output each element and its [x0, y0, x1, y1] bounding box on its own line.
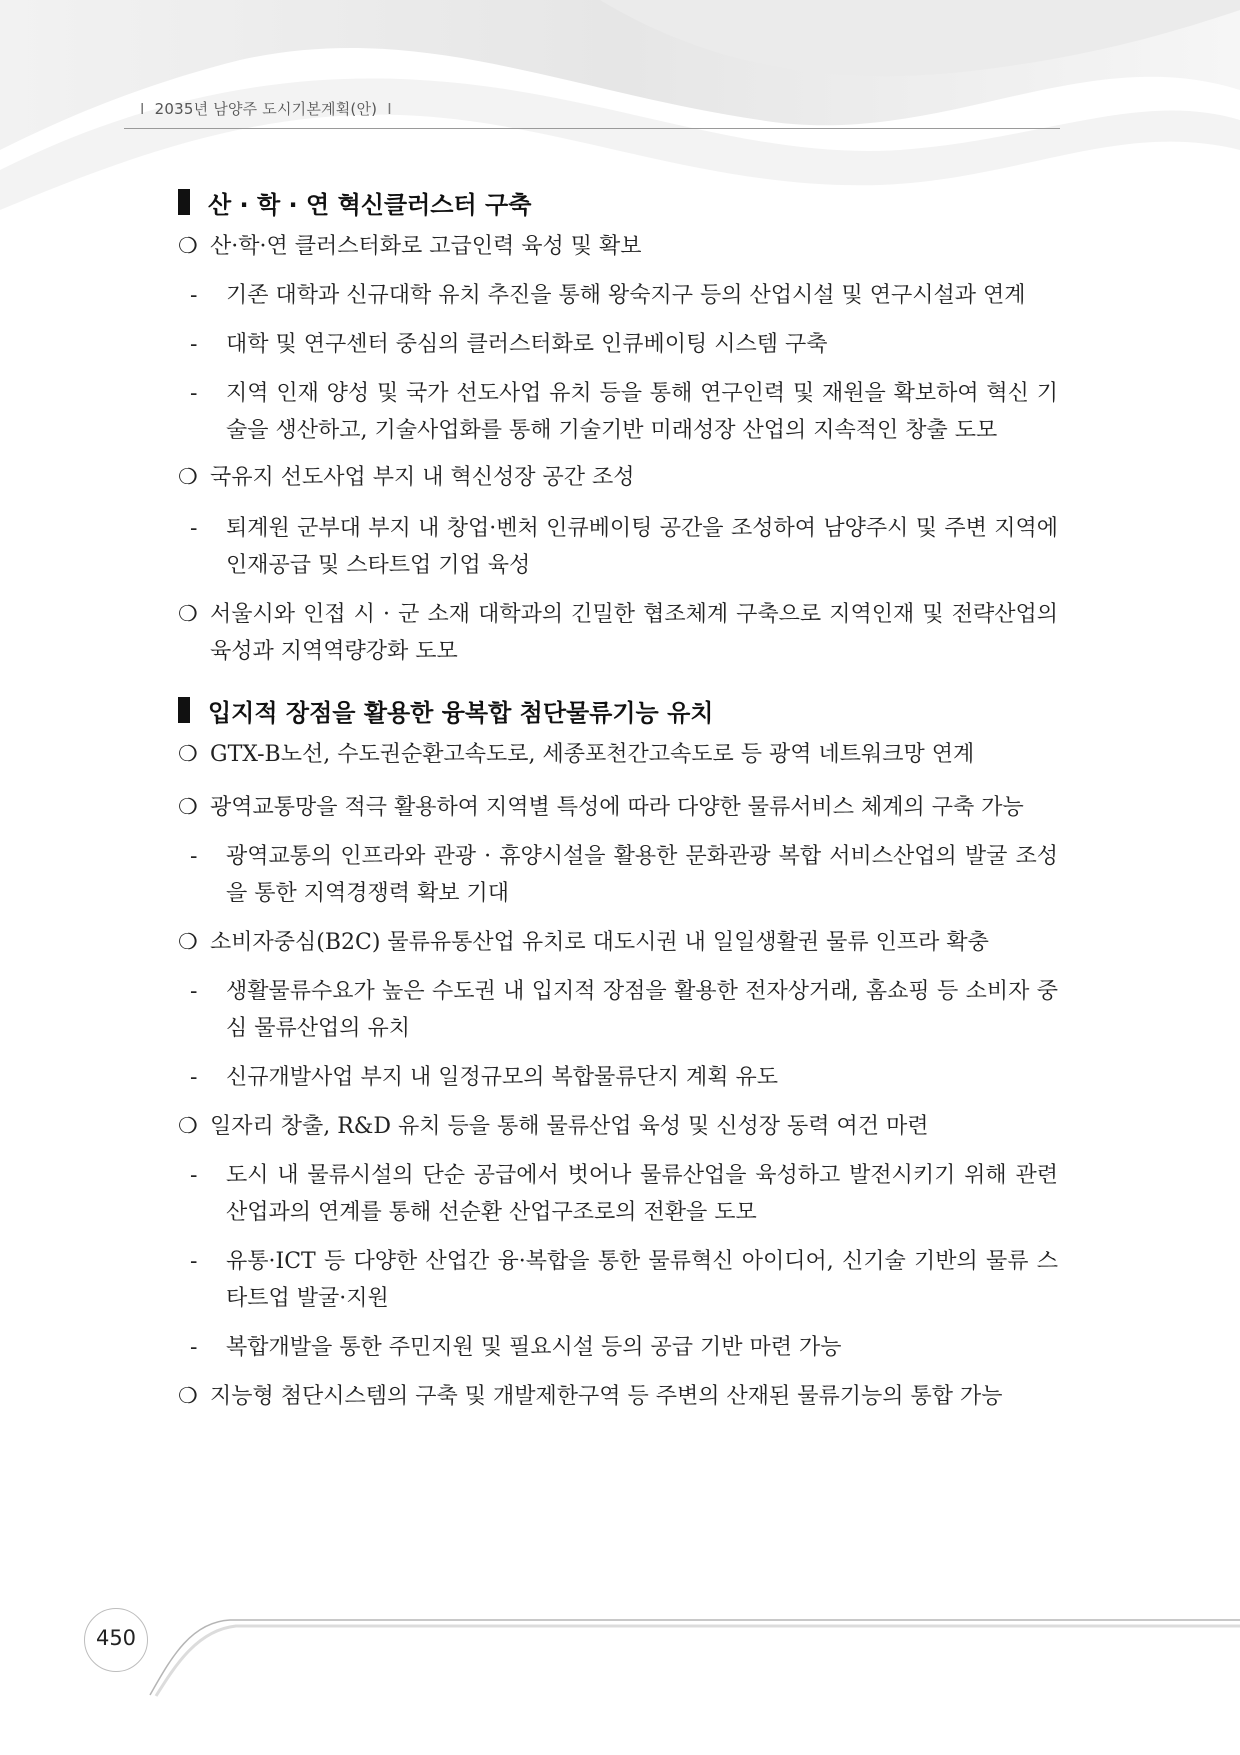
bullet-item	[178, 228, 1058, 265]
dash-item	[190, 1243, 1058, 1317]
bullet-item	[178, 736, 1058, 773]
page-number: 450	[95, 1626, 137, 1650]
bullet-text: 서울시와 인접 시 · 군 소재 대학과의 긴밀한 협조체계 구축으로 지역인재 및 전략산업의 육성과 지역역량강화 도모	[210, 602, 1058, 664]
dash-item	[190, 1329, 1058, 1366]
dash-text: 광역교통의 인프라와 관광 · 휴양시설을 활용한 문화관광 복합 서비스산업의 발굴 조성을 통한 지역경쟁력 확보 기대	[226, 844, 1058, 906]
dash-text: 지역 인재 양성 및 국가 선도사업 유치 등을 통해 연구인력 및 재원을 확보하여 혁신 기술을 생산하고, 기술사업화를 통해 기술기반 미래성장 산업의 지속적인 창출 도모	[226, 381, 1058, 443]
circle-bullet-icon: ❍	[178, 930, 198, 955]
circle-bullet-icon: ❍	[178, 234, 198, 259]
dash-mark: -	[190, 516, 198, 541]
dash-mark: -	[190, 1335, 198, 1360]
dash-text: 복합개발을 통한 주민지원 및 필요시설 등의 공급 기반 마련 가능	[226, 1335, 842, 1360]
section	[178, 688, 1058, 1415]
circle-bullet-icon: ❍	[178, 795, 198, 820]
square-bullet-icon	[178, 697, 190, 723]
bullet-item	[178, 459, 1058, 496]
dash-mark: -	[190, 979, 198, 1004]
circle-bullet-icon: ❍	[178, 742, 198, 767]
square-bullet-icon	[178, 189, 190, 215]
dash-text: 신규개발사업 부지 내 일정규모의 복합물류단지 계획 유도	[226, 1065, 779, 1090]
circle-bullet-icon: ❍	[178, 602, 198, 627]
bullet-text: 산·학·연 클러스터화로 고급인력 육성 및 확보	[210, 234, 642, 259]
dash-item	[190, 1157, 1058, 1231]
header-bar-right: I	[387, 100, 392, 118]
dash-text: 대학 및 연구센터 중심의 클러스터화로 인큐베이팅 시스템 구축	[226, 332, 828, 357]
bullet-text: GTX-B노선, 수도권순환고속도로, 세종포천간고속도로 등 광역 네트워크망 연계	[210, 742, 975, 767]
bullet-text: 일자리 창출, R&D 유치 등을 통해 물류산업 육성 및 신성장 동력 여건 마련	[210, 1114, 929, 1139]
dash-text: 유통·ICT 등 다양한 산업간 융·복합을 통한 물류혁신 아이디어, 신기술 기반의 물류 스타트업 발굴·지원	[226, 1249, 1058, 1311]
header-title: 2035년 남양주 도시기본계획(안)	[154, 100, 378, 118]
dash-mark: -	[190, 1249, 198, 1274]
section-title	[178, 180, 1058, 224]
bullet-text: 광역교통망을 적극 활용하여 지역별 특성에 따라 다양한 물류서비스 체계의 구축 가능	[210, 795, 1024, 820]
dash-mark: -	[190, 283, 198, 308]
circle-bullet-icon: ❍	[178, 1384, 198, 1409]
dash-item	[190, 973, 1058, 1047]
dash-text: 기존 대학과 신규대학 유치 추진을 통해 왕숙지구 등의 산업시설 및 연구시설과 연계	[226, 283, 1026, 308]
section	[178, 180, 1058, 670]
dash-mark: -	[190, 1163, 198, 1188]
bullet-item	[178, 1378, 1058, 1415]
dash-mark: -	[190, 844, 198, 869]
section-title-text: 입지적 장점을 활용한 융복합 첨단물류기능 유치	[208, 698, 714, 727]
bullet-item	[178, 924, 1058, 961]
dash-text: 생활물류수요가 높은 수도권 내 입지적 장점을 활용한 전자상거래, 홈쇼핑 등 소비자 중심 물류산업의 유치	[226, 979, 1058, 1041]
footer-swoosh	[120, 1600, 1240, 1700]
dash-item	[190, 510, 1058, 584]
dash-mark: -	[190, 381, 198, 406]
section-title-text: 산 · 학 · 연 혁신클러스터 구축	[208, 190, 532, 219]
main-content	[178, 180, 1058, 1415]
dash-item	[190, 375, 1058, 449]
dash-mark: -	[190, 332, 198, 357]
dash-item	[190, 1059, 1058, 1096]
circle-bullet-icon: ❍	[178, 1114, 198, 1139]
bullet-item	[178, 789, 1058, 826]
dash-text: 도시 내 물류시설의 단순 공급에서 벗어나 물류산업을 육성하고 발전시키기 위해 관련 산업과의 연계를 통해 선순환 산업구조로의 전환을 도모	[226, 1163, 1058, 1225]
bullet-text: 지능형 첨단시스템의 구축 및 개발제한구역 등 주변의 산재된 물류기능의 통합 가능	[210, 1384, 1003, 1409]
header-bar-left: I	[140, 100, 145, 118]
header-rule	[124, 128, 1060, 129]
bullet-item	[178, 596, 1058, 670]
bullet-text: 국유지 선도사업 부지 내 혁신성장 공간 조성	[210, 465, 635, 490]
section-title	[178, 688, 1058, 732]
bullet-text: 소비자중심(B2C) 물류유통산업 유치로 대도시권 내 일일생활권 물류 인프라 확충	[210, 930, 989, 955]
dash-item	[190, 277, 1058, 314]
circle-bullet-icon: ❍	[178, 465, 198, 490]
dash-text: 퇴계원 군부대 부지 내 창업·벤처 인큐베이팅 공간을 조성하여 남양주시 및 주변 지역에 인재공급 및 스타트업 기업 육성	[226, 516, 1058, 578]
running-header	[130, 98, 402, 119]
dash-item	[190, 326, 1058, 363]
bullet-item	[178, 1108, 1058, 1145]
dash-item	[190, 838, 1058, 912]
dash-mark: -	[190, 1065, 198, 1090]
